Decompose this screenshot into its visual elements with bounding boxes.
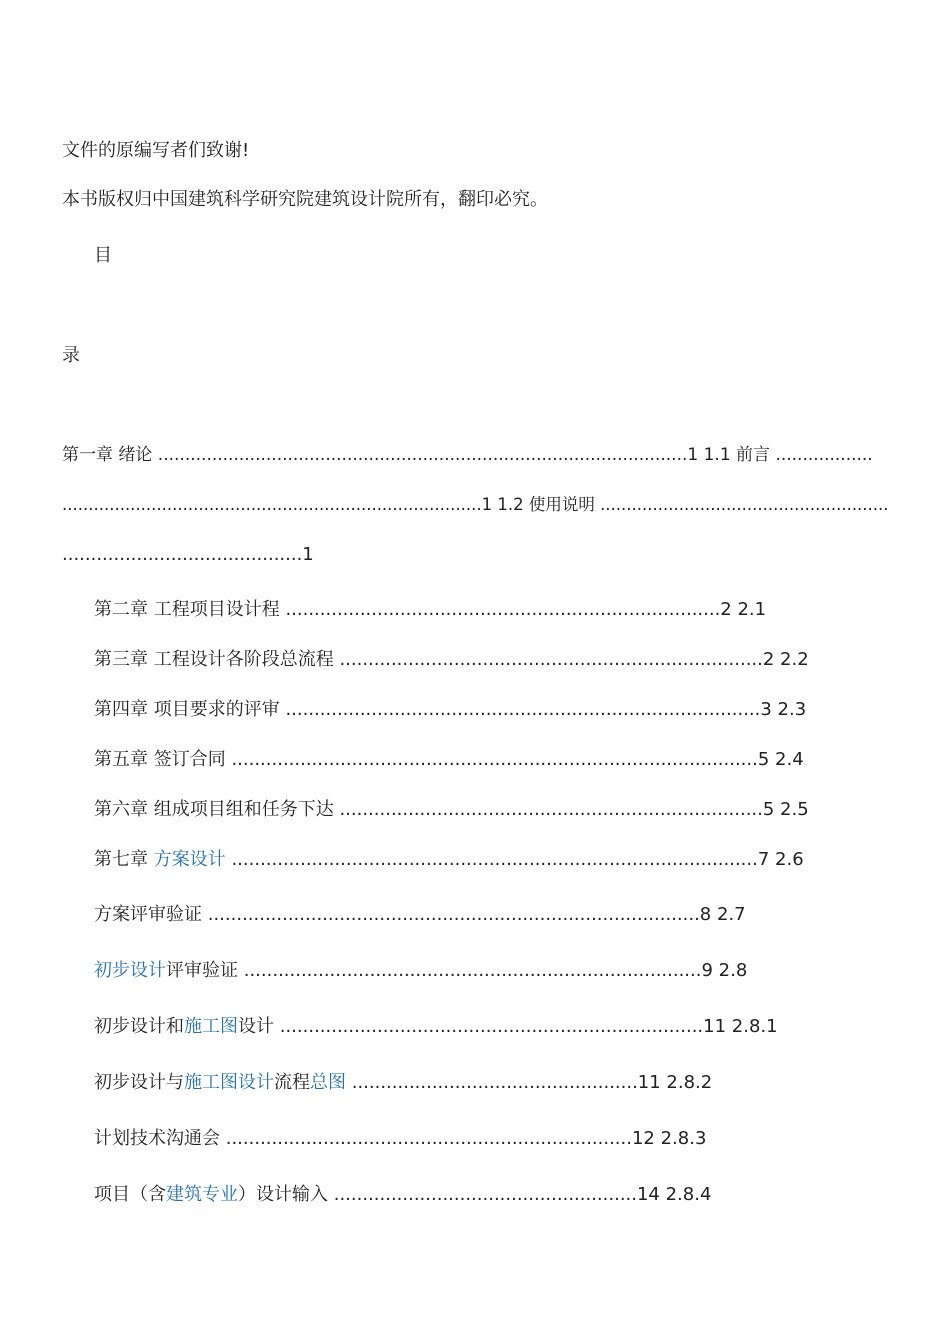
toc-entry-tech-meeting[interactable] <box>94 1127 706 1151</box>
toc-entry-text: 流程 <box>274 1072 310 1093</box>
toc-entry-text: 项目（含 <box>94 1184 166 1205</box>
toc-entry-leader: ..................................................11 2.8.2 <box>346 1072 713 1093</box>
toc-wrapped-line-2: ................................................................................1 1.2 使用说明 ....................................................... <box>62 495 889 514</box>
toc-link-construction-drawing[interactable]: 施工图 <box>184 1016 238 1037</box>
toc-entry-text: 第二章 工程项目设计程 <box>94 599 286 620</box>
toc-entry-text: 第四章 项目要求的评审 <box>94 699 286 720</box>
toc-entry-text: ）设计输入 <box>238 1184 334 1205</box>
toc-entry-text: 初步设计和 <box>94 1016 184 1037</box>
toc-entry-text: 第六章 组成项目组和任务下达 <box>94 799 340 820</box>
toc-link-architecture-major[interactable]: 建筑专业 <box>166 1184 238 1205</box>
thanks-text: 文件的原编写者们致谢! <box>62 140 250 161</box>
toc-entry-text: 设计 <box>238 1016 280 1037</box>
toc-entry-leader: ..........................................................................5 2.5 <box>339 799 809 820</box>
toc-entry-ch3[interactable] <box>94 648 809 672</box>
toc-entry-text: 初步设计与 <box>94 1072 184 1093</box>
toc-entry-process-general-plan[interactable] <box>94 1071 712 1095</box>
toc-entry-leader: ............................................................................................7 2.6 <box>225 849 804 870</box>
toc-title-part2: 录 <box>62 345 80 366</box>
toc-entry-scheme-review[interactable] <box>94 903 746 927</box>
toc-entry-design-input[interactable] <box>94 1183 711 1207</box>
toc-entry-ch4[interactable] <box>94 698 806 722</box>
toc-link-construction-drawing-design[interactable]: 施工图设计 <box>184 1072 274 1093</box>
toc-entry-leader: ................................................................................9 2.8 <box>243 960 748 981</box>
toc-title-part1: 目 <box>94 245 112 266</box>
toc-entry-ch2[interactable] <box>94 598 766 622</box>
toc-entry-leader: .....................................................14 2.8.4 <box>333 1184 712 1205</box>
toc-entry-ch6[interactable] <box>94 798 809 822</box>
toc-wrapped-line-3: ..........................................1 <box>62 544 314 565</box>
toc-entry-text: 第七章 <box>94 849 154 870</box>
toc-entry-leader: ..........................................................................11 2.8.1 <box>279 1016 778 1037</box>
toc-wrapped-line-1: 第一章 绪论 ..................................................................................................1 1.1 前言 .................. <box>62 445 873 465</box>
toc-entry-ch7[interactable] <box>94 848 804 872</box>
toc-entry-prelim-review[interactable] <box>94 959 747 983</box>
toc-link-general-plan[interactable]: 总图 <box>310 1072 346 1093</box>
copyright-text: 本书版权归中国建筑科学研究院建筑设计院所有，翻印必究。 <box>62 189 548 210</box>
toc-link-scheme-design[interactable]: 方案设计 <box>153 849 226 870</box>
toc-entry-text: 评审验证 <box>166 960 244 981</box>
toc-entry-ch5[interactable] <box>94 748 804 772</box>
toc-entry-leader: ......................................................................................8 2.7 <box>207 904 746 925</box>
toc-entry-text: 方案评审验证 <box>94 904 208 925</box>
toc-entry-prelim-and-construction[interactable] <box>94 1015 778 1039</box>
toc-entry-text: 第三章 工程设计各阶段总流程 <box>94 649 340 670</box>
toc-entry-leader: .......................................................................12 2.8.3 <box>225 1128 707 1149</box>
toc-entry-text: 第五章 签订合同 <box>94 749 232 770</box>
toc-link-preliminary-design[interactable]: 初步设计 <box>94 960 166 981</box>
toc-entry-leader: ..........................................................................2 2.2 <box>339 649 809 670</box>
toc-entry-leader: ............................................................................2 2.1 <box>285 599 767 620</box>
toc-entry-leader: ............................................................................................5 2.4 <box>231 749 804 770</box>
toc-entry-leader: ...................................................................................3 2.3 <box>285 699 807 720</box>
toc-entry-text: 计划技术沟通会 <box>94 1128 226 1149</box>
